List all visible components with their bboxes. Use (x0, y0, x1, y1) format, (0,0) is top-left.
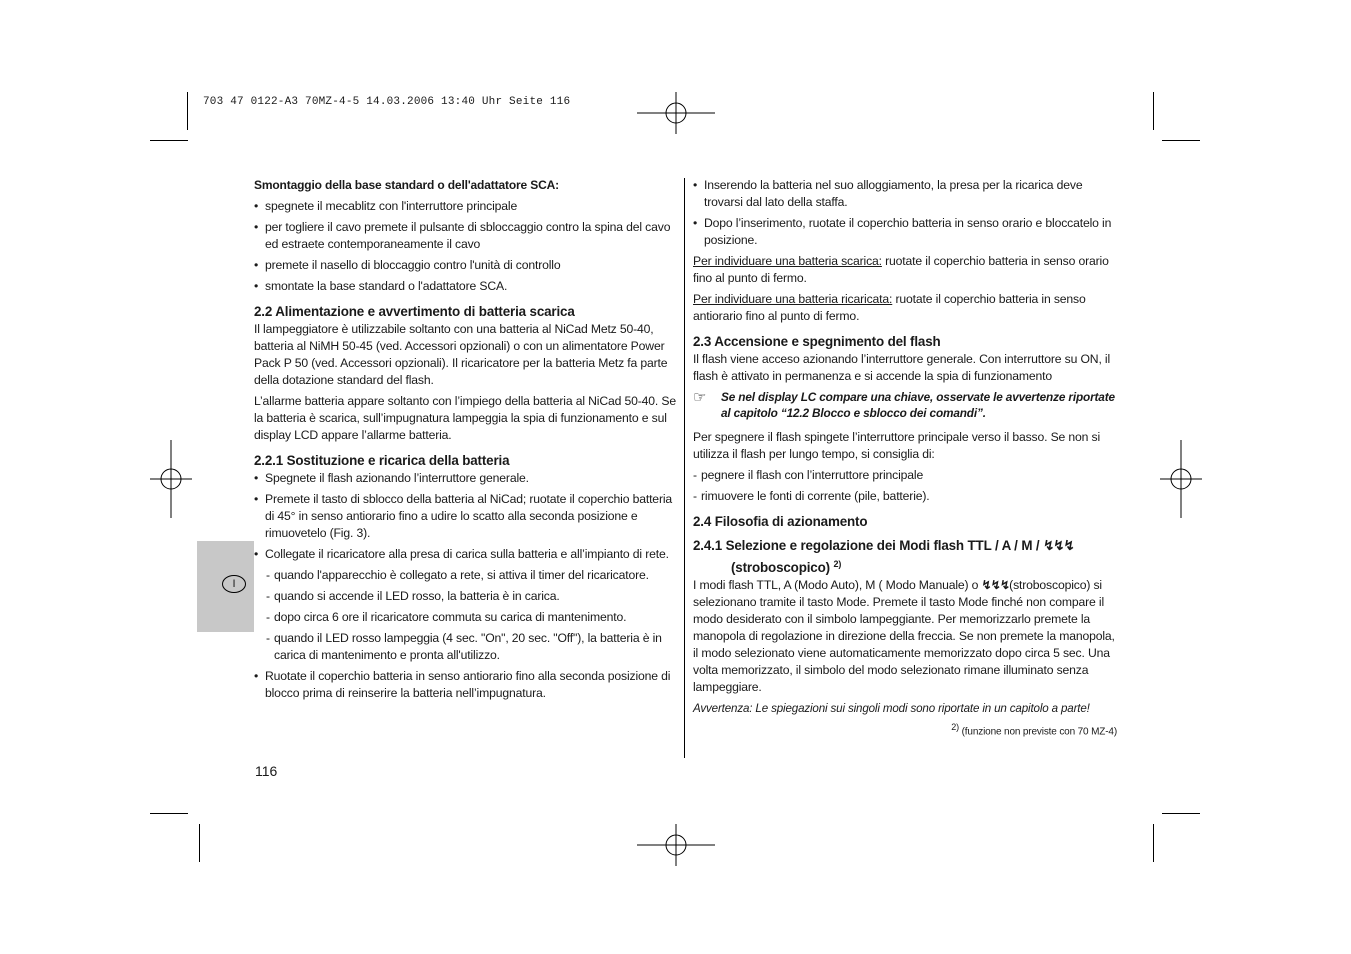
sub-list-item: - quando si accende il LED rosso, la batteria è in carica. (266, 589, 560, 603)
column-divider (684, 178, 685, 758)
note-block (693, 389, 1117, 421)
list-item: • Dopo l’inserimento, ruotate il coperchio batteria in senso orario e bloccatelo in posizione. (693, 216, 1112, 247)
section-2-2-heading: 2.2 Alimentazione e avvertimento di batteria scarica (254, 304, 575, 319)
registration-mark-top (637, 92, 715, 134)
discharged-battery-paragraph: Per individuare una batteria scarica: ruotate il coperchio batteria in senso orario fino al punto di fermo. (693, 254, 1109, 285)
section-2-4-heading: 2.4 Filosofia di azionamento (693, 514, 868, 529)
section-2-3-heading: 2.3 Accensione e spegnimento del flash (693, 334, 941, 349)
stroboscope-icon: ↯↯↯ (981, 578, 1010, 593)
print-slug: 703 47 0122-A3 70MZ-4-5 14.03.2006 13:40 Uhr Seite 116 (203, 96, 571, 108)
charged-battery-paragraph: Per individuare una batteria ricaricata: ruotate il coperchio batteria in senso antiorario fino al punto di fermo. (693, 292, 1086, 323)
stroboscope-icon: ↯↯↯ (1043, 538, 1074, 553)
left-column (254, 177, 678, 702)
list-item: • Spegnete il flash azionando l’interruttore generale. (254, 471, 529, 485)
list-item: • spegnete il mecablitz con l'interruttore principale (254, 199, 518, 213)
list-item: • premete il nasello di bloccaggio contro l'unità di controllo (254, 258, 561, 272)
list-item: • smontate la base standard o l'adattatore SCA. (254, 279, 508, 293)
section-2-4-1-paragraph: I modi flash TTL, A (Modo Auto), M ( Modo Manuale) o ↯↯↯(stroboscopico) si selezionano tramite il tasto Mode. Premete il tasto Mode finché non compare il modo desiderato con il simbolo lampeggiante. Per memorizzarlo premete la manopola di regolazione in direzione della freccia. Se non premete la manopola, il modo selezionato viene automaticamente memorizzato dopo circa 5 sec. Una volta memorizzato, il simbolo del modo selezionato rimane illuminato senza lampeggiare. (693, 578, 1115, 695)
list-item: • per togliere il cavo premete il pulsante di sbloccaggio contro la spina del cavo ed estraete contemporaneamente il cavo (254, 220, 671, 251)
sub-list-item: - pegnere il flash con l’interruttore principale (693, 468, 924, 482)
section-2-2-paragraph-2: L’allarme batteria appare soltanto con l’impiego della batteria al NiCad 50-40. Se la batteria è scarica, sull’impugnatura lampeggia la spia di funzionamento e sul display LCD appare l’allarme batteria. (254, 394, 676, 442)
list-item: • Collegate il ricaricatore alla presa di carica sulla batteria e all’impianto di rete. (254, 547, 669, 561)
warning-text: Avvertenza: Le spiegazioni sui singoli modi sono riportate in un capitolo a parte! (693, 702, 1090, 716)
section-2-4-1-heading: 2.4.1 Selezione e regolazione dei Modi flash TTL / A / M / ↯↯↯ (stroboscopico) $^{2)}$ (693, 538, 1074, 576)
right-column (693, 177, 1117, 741)
section-2-2-1-heading: 2.2.1 Sostituzione e ricarica della batteria (254, 453, 510, 468)
smontaggio-heading: Smontaggio della base standard o dell'adattatore SCA: (254, 178, 559, 192)
language-tab-letter: I (222, 575, 246, 593)
list-item: • Premete il tasto di sblocco della batteria al NiCad; ruotate il coperchio batteria di 45° in senso antiorario fino a udire lo scatto alla seconda posizione e rimuovetelo (Fig. 3). (254, 492, 673, 540)
sub-list-item: - quando il LED rosso lampeggia (4 sec. "On", 20 sec. "Off"), la batteria è in carica di mantenimento e pronta all'utilizzo. (266, 631, 662, 662)
section-2-3-paragraph-1: Il flash viene acceso azionando l’interruttore generale. Con interruttore su ON, il flash è attivato in permanenza e si accende la spia di funzionamento (693, 352, 1111, 383)
section-2-2-paragraph-1: Il lampeggiatore è utilizzabile soltanto con una batteria al NiCad Metz 50-40, batteria al NiMH 50-45 (ved. Accessori opzionali) o con un alimentatore Power Pack P 50 (ved. Accessori opzionali). Il ricaricatore per la batteria Metz fa parte della dotazione standard del flash. (254, 322, 668, 387)
list-item: • Ruotate il coperchio batteria in senso antiorario fino alla seconda posizione di blocco prima di reinserire la batteria nell’impugnatura. (254, 669, 671, 700)
registration-mark-left (150, 440, 192, 518)
page-number: 116 (255, 763, 278, 779)
sub-list-item: - quando l'apparecchio è collegato a rete, si attiva il timer del ricaricatore. (266, 568, 649, 582)
note-text: Se nel display LC compare una chiave, osservate le avvertenze riportate al capitolo “12.2 Blocco e sblocco dei comandi”. (721, 390, 1115, 420)
footnote: $^{2)}$ (funzione non previste con 70 MZ-4) (951, 722, 1117, 738)
sub-list-item: - rimuovere le fonti di corrente (pile, batterie). (693, 489, 930, 503)
registration-mark-right (1160, 440, 1202, 518)
list-item: • Inserendo la batteria nel suo alloggiamento, la presa per la ricarica deve trovarsi dal lato della staffa. (693, 178, 1083, 209)
pointing-hand-icon: ☞ (693, 389, 707, 406)
sub-list-item: - dopo circa 6 ore il ricaricatore commuta su carica di mantenimento. (266, 610, 627, 624)
registration-mark-bottom (637, 824, 715, 866)
section-2-3-paragraph-2: Per spegnere il flash spingete l’interruttore principale verso il basso. Se non si utilizza il flash per lungo tempo, si consiglia di: (693, 430, 1101, 461)
